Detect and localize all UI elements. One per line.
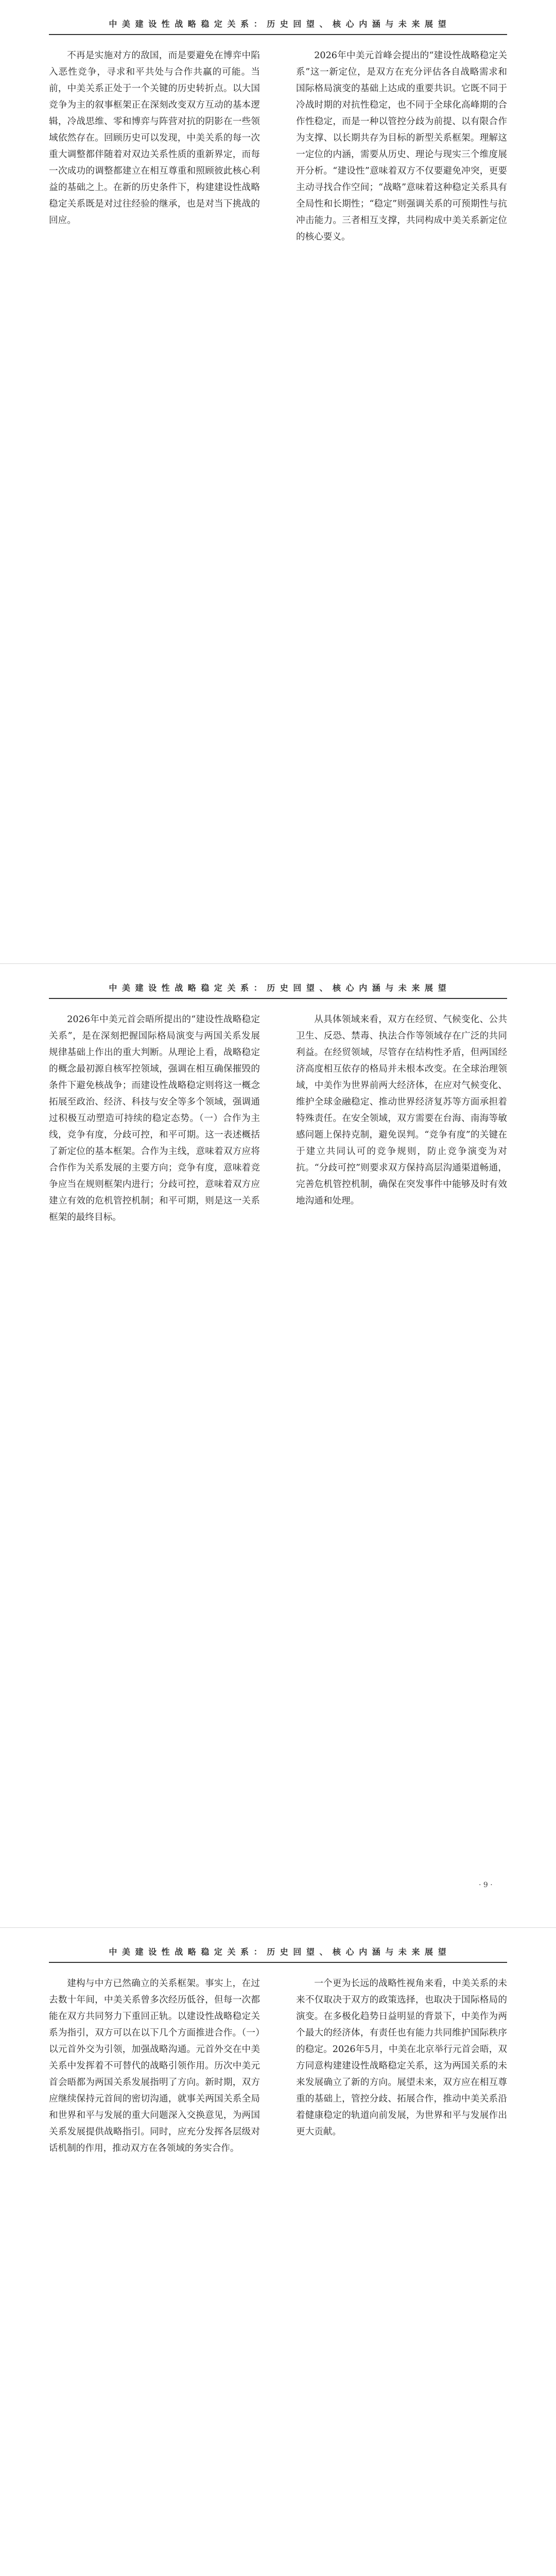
left-column-text (49, 47, 260, 229)
paragraph: 2026年中美元首峰会提出的“建设性战略稳定关系”这一新定位，是双方在充分评估各自战略需求和国际格局演变的基础上达成的重要共识。它既不同于冷战时期的对抗性稳定，也不同于全球化高峰期的合作性稳定，而是一种以管控分歧为前提、以有限合作为支撑、以长期共存为目标的新型关系框架。理解这一定位的内涵，需要从历史、理论与现实三个维度展开分析。“建设性”意味着双方不仅要避免冲突，更要主动寻找合作空间；“战略”意味着这种稳定关系具有全局性和长期性；“稳定”则强调关系的可预期性与抗冲击能力。三者相互支撑，共同构成中美关系新定位的核心要义。 (296, 50, 507, 242)
paragraph: 2026年中美元首会晤所提出的“建设性战略稳定关系”，是在深刻把握国际格局演变与两国关系发展规律基础上作出的重大判断。从理论上看，战略稳定的概念最初源自核军控领域，强调在相互确保摧毁的条件下避免核战争；而建设性战略稳定则将这一概念拓展至政治、经济、科技与安全等多个领域，强调通过积极互动塑造可持续的稳定态势。（一）合作为主线，竞争有度，分歧可控，和平可期。这一表述概括了新定位的基本框架。合作为主线，意味着双方应将合作作为关系发展的主要方向；竞争有度，意味着竞争应当在规则框架内进行；分歧可控，意味着双方应建立有效的危机管控机制；和平可期，则是这一关系框架的最终目标。 (49, 1014, 260, 1223)
left-column-text (49, 1975, 260, 2157)
paragraph: 建构与中方已然确立的关系框架。事实上，在过去数十年间，中美关系曾多次经历低谷，但每一次都能在双方共同努力下重回正轨。以建设性战略稳定关系为指引，双方可以在以下几个方面推进合作。（一）以元首外交为引领，加强战略沟通。元首外交在中美关系中发挥着不可替代的战略引领作用。历次中美元首会晤都为两国关系发展指明了方向。新时期，双方应继续保持元首间的密切沟通，就事关两国关系全局和世界和平与发展的重大问题深入交换意见，为两国关系发展提供战略指引。同时，应充分发挥各层级对话机制的作用，推动双方在各领域的务实合作。 (49, 1978, 260, 2154)
document-page-3 (0, 1928, 556, 2576)
paragraph: 从具体领域来看，双方在经贸、气候变化、公共卫生、反恐、禁毒、执法合作等领域存在广泛的共同利益。在经贸领域，尽管存在结构性矛盾，但两国经济高度相互依存的格局并未根本改变。在全球治理领域，中美作为世界前两大经济体，在应对气候变化、维护全球金融稳定、推动世界经济复苏等方面承担着特殊责任。在安全领域，双方需要在台海、南海等敏感问题上保持克制，避免误判。“竞争有度”的关键在于建立共同认可的竞争规则，防止竞争演变为对抗。“分歧可控”则要求双方保持高层沟通渠道畅通，完善危机管控机制，确保在突发事件中能够及时有效地沟通和处理。 (296, 1014, 507, 1206)
running-header: 中 美 建 设 性 战 略 稳 定 关 系 ： 历 史 回 望 、 核 心 内 涵 与 未 来 展 望 (109, 19, 447, 29)
left-column-text (49, 1011, 260, 1226)
running-header: 中 美 建 设 性 战 略 稳 定 关 系 ： 历 史 回 望 、 核 心 内 涵 与 未 来 展 望 (109, 1947, 447, 1957)
paragraph: 一个更为长远的战略性视角来看，中美关系的未来不仅取决于双方的政策选择，也取决于国际格局的演变。在多极化趋势日益明显的背景下，中美作为两个最大的经济体，有责任也有能力共同维护国际秩序的稳定。2026年5月，中美在北京举行元首会晤，双方同意构建建设性战略稳定关系，这为两国关系的未来发展确立了新的方向。展望未来，双方应在相互尊重的基础上，管控分歧、拓展合作，推动中美关系沿着健康稳定的轨道向前发展，为世界和平与发展作出更大贡献。 (296, 1978, 507, 2137)
document-page-1 (0, 0, 556, 963)
right-column-text (296, 1011, 507, 1209)
right-column-text (296, 1975, 507, 2140)
header-rule (49, 1962, 507, 1963)
header-rule (49, 34, 507, 35)
right-column-text (296, 47, 507, 245)
running-header: 中 美 建 设 性 战 略 稳 定 关 系 ： 历 史 回 望 、 核 心 内 涵 与 未 来 展 望 (109, 983, 447, 993)
paragraph: 不再是实施对方的敌国，而是要避免在博弈中陷入恶性竞争，寻求和平共处与合作共赢的可能。当前，中美关系正处于一个关键的历史转折点。以大国竞争为主的叙事框架正在深刻改变双方互动的基本逻辑，冷战思维、零和博弈与阵营对抗的阴影在一些领域依然存在。回顾历史可以发现，中美关系的每一次重大调整都伴随着对双边关系性质的重新界定，而每一次成功的调整都建立在相互尊重和照顾彼此核心利益的基础之上。在新的历史条件下，构建建设性战略稳定关系既是对过往经验的继承，也是对当下挑战的回应。 (49, 50, 260, 226)
header-rule (49, 998, 507, 999)
document-page-2 (0, 964, 556, 1927)
page-number: · 9 · (479, 1881, 493, 1889)
